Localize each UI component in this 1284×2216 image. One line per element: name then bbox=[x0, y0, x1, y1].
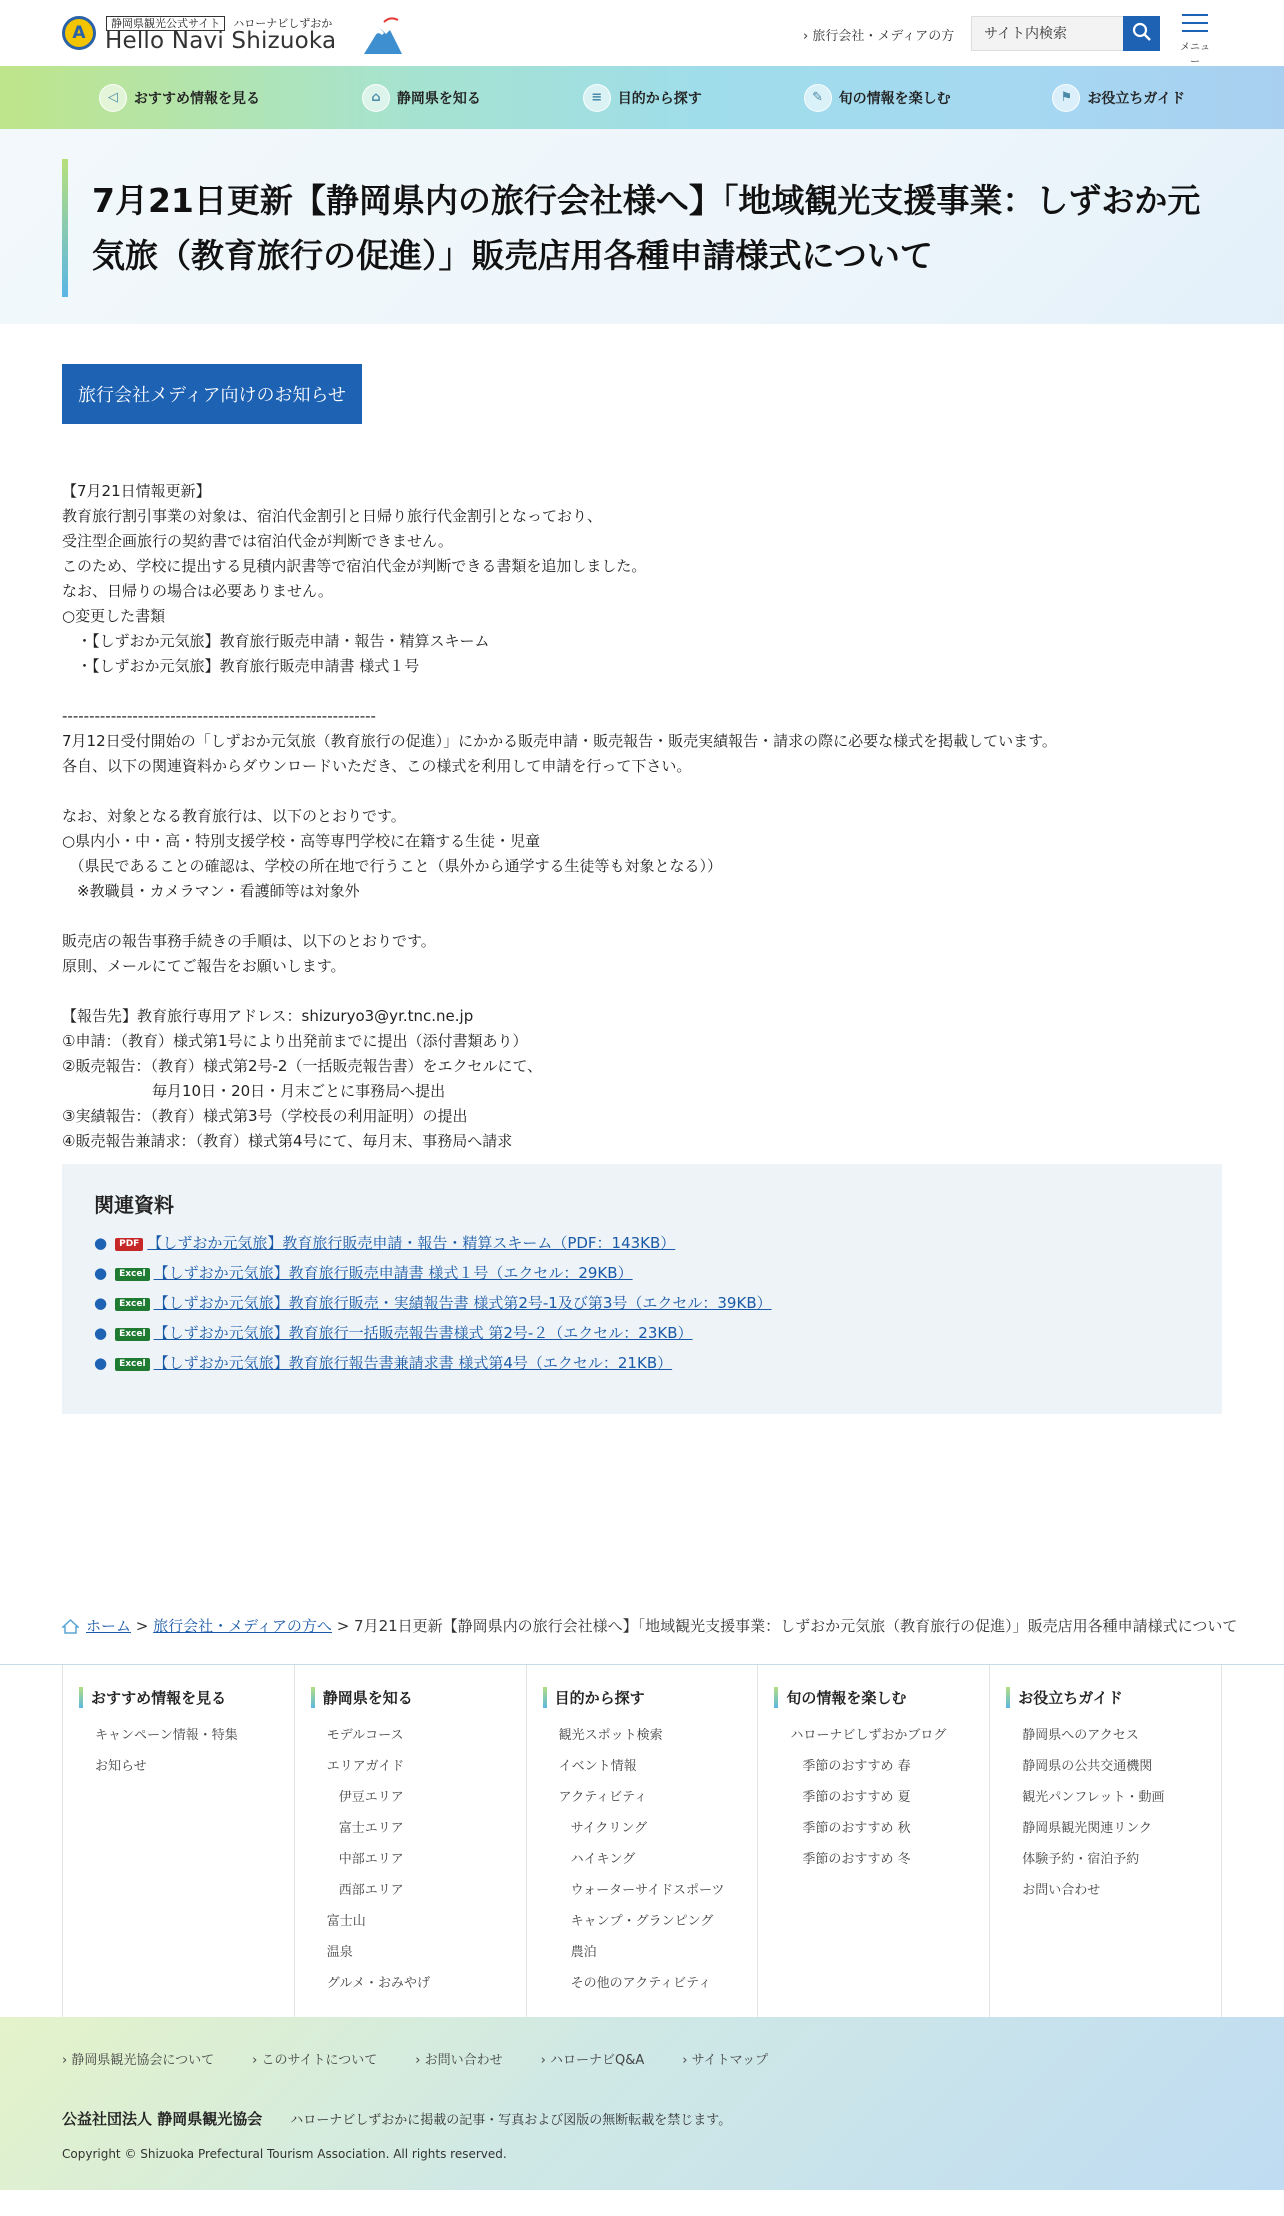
body-line: ②販売報告：（教育）様式第2号-2（一括販売報告書）をエクセルにて、 bbox=[62, 1057, 543, 1075]
site-logo[interactable] bbox=[62, 14, 412, 58]
excel-icon: Excel bbox=[115, 1298, 149, 1311]
footer-nav-item[interactable]: 静岡県の公共交通機関 bbox=[1022, 1759, 1153, 1774]
gnav-search-purpose[interactable]: ≡ 目的から探す bbox=[583, 84, 702, 112]
footer-nav-item[interactable]: グルメ・おみやげ bbox=[326, 1976, 431, 1991]
search-icon bbox=[1132, 22, 1152, 42]
title-band bbox=[0, 129, 1284, 324]
site-footer bbox=[0, 2017, 1284, 2190]
org-name: 公益社団法人 静岡県観光協会 bbox=[62, 2110, 263, 2128]
body-line: ※教職員・カメラマン・看護師等は対象外 bbox=[62, 882, 360, 900]
search-input[interactable] bbox=[971, 16, 1125, 51]
copyright-note: ハローナビしずおかに掲載の記事・写真および図版の無断転載を禁じます。 bbox=[290, 2113, 732, 2128]
footer-nav-item[interactable]: お問い合わせ bbox=[1022, 1883, 1101, 1898]
footer-link-about-association[interactable]: › 静岡県観光協会について bbox=[62, 2049, 214, 2068]
footer-nav-list bbox=[79, 1720, 294, 1782]
footer-nav bbox=[0, 1664, 1284, 2017]
site-header bbox=[0, 0, 1284, 66]
footer-nav-item[interactable]: お知らせ bbox=[95, 1759, 147, 1774]
footer-nav-item[interactable]: モデルコース bbox=[326, 1728, 404, 1743]
footer-nav-list bbox=[311, 1720, 526, 1999]
logo-tagline: 静岡県観光公式サイト ハローナビしずおか bbox=[106, 15, 332, 31]
footer-nav-item[interactable]: 中部エリア bbox=[338, 1852, 404, 1867]
footer-nav-item[interactable]: 富士エリア bbox=[338, 1821, 404, 1836]
body-line: 【7月21日情報更新】 bbox=[62, 482, 211, 500]
footer-nav-column bbox=[62, 1665, 294, 2017]
body-line: ○変更した書類 bbox=[62, 607, 166, 625]
body-line: ・【しずおか元気旅】教育旅行販売申請書 様式１号 bbox=[62, 657, 420, 675]
global-nav bbox=[0, 66, 1284, 129]
footer-nav-item[interactable]: キャンプ・グランピング bbox=[570, 1914, 714, 1929]
map-icon: ⌂ bbox=[362, 84, 390, 112]
footer-nav-heading[interactable]: 静岡県を知る bbox=[311, 1687, 526, 1708]
megaphone-icon: ◁ bbox=[99, 84, 127, 112]
body-line: 原則、メールにてご報告をお願いします。 bbox=[62, 957, 346, 975]
footer-nav-item[interactable]: エリアガイド bbox=[326, 1759, 405, 1774]
logo-name: Hello Navi Shizuoka bbox=[105, 28, 337, 54]
body-line: なお、対象となる教育旅行は、以下のとおりです。 bbox=[62, 807, 406, 825]
footer-nav-item[interactable]: ウォーターサイドスポーツ bbox=[570, 1883, 725, 1898]
footer-nav-item[interactable]: 観光スポット検索 bbox=[558, 1728, 663, 1743]
footer-nav-item[interactable]: 観光パンフレット・動画 bbox=[1022, 1790, 1165, 1805]
footer-nav-column bbox=[989, 1665, 1222, 2017]
breadcrumb-parent[interactable]: 旅行会社・メディアの方へ bbox=[153, 1617, 332, 1635]
flag-icon: ⚑ bbox=[1052, 84, 1080, 112]
logo-mark-icon bbox=[62, 16, 96, 50]
related-item: ● Excel 【しずおか元気旅】教育旅行一括販売報告書様式 第2号-２（エクセル：23KB） bbox=[94, 1324, 693, 1342]
footer-nav-list bbox=[543, 1720, 758, 1999]
body-line: このため、学校に提出する見積内訳書等で宿泊代金が判断できる書類を追加しました。 bbox=[62, 557, 647, 575]
footer-nav-heading[interactable]: おすすめ情報を見る bbox=[79, 1687, 294, 1708]
body-line: （県民であることの確認は、学校の所在地で行うこと（県外から通学する生徒等も対象となる）） bbox=[62, 857, 723, 875]
footer-nav-item[interactable]: キャンペーン情報・特集 bbox=[95, 1728, 238, 1743]
footer-nav-column bbox=[526, 1665, 758, 2017]
body-line: ---------------------------------------------------------- bbox=[62, 707, 376, 725]
related-link[interactable]: 【しずおか元気旅】教育旅行報告書兼請求書 様式第4号（エクセル：21KB） bbox=[153, 1354, 673, 1372]
body-line: ④販売報告兼請求：（教育）様式第4号にて、毎月末、事務局へ請求 bbox=[62, 1132, 513, 1150]
copyright: Copyright © Shizuoka Prefectural Tourism Association. All rights reserved. bbox=[62, 2147, 507, 2161]
body-line bbox=[62, 779, 1222, 804]
footer-nav-item[interactable]: 伊豆エリア bbox=[338, 1790, 404, 1805]
related-documents bbox=[62, 1164, 1222, 1414]
home-icon bbox=[62, 1619, 79, 1634]
body-line: ○県内小・中・高・特別支援学校・高等専門学校に在籍する生徒・児童 bbox=[62, 832, 541, 850]
related-item: ● Excel 【しずおか元気旅】教育旅行報告書兼請求書 様式第4号（エクセル：21KB） bbox=[94, 1354, 673, 1372]
footer-nav-item[interactable]: サイクリング bbox=[570, 1821, 648, 1836]
footer-nav-heading[interactable]: 旬の情報を楽しむ bbox=[774, 1687, 989, 1708]
related-link[interactable]: 【しずおか元気旅】教育旅行販売・実績報告書 様式第2号-1及び第3号（エクセル：39KB） bbox=[153, 1294, 772, 1312]
footer-link-sitemap[interactable]: › サイトマップ bbox=[682, 2049, 768, 2068]
gnav-seasonal[interactable]: ✎ 旬の情報を楽しむ bbox=[804, 84, 951, 112]
related-link[interactable]: 【しずおか元気旅】教育旅行一括販売報告書様式 第2号-２（エクセル：23KB） bbox=[153, 1324, 693, 1342]
gnav-recommended[interactable]: ◁ おすすめ情報を見る bbox=[99, 84, 260, 112]
footer-nav-item[interactable]: 西部エリア bbox=[338, 1883, 404, 1898]
footer-nav-item[interactable]: 温泉 bbox=[326, 1945, 353, 1960]
gnav-guide[interactable]: ⚑ お役立ちガイド bbox=[1052, 84, 1185, 112]
mount-fuji-icon bbox=[360, 14, 404, 58]
footer-nav-heading[interactable]: お役立ちガイド bbox=[1006, 1687, 1221, 1708]
footer-nav-item[interactable]: 静岡県観光関連リンク bbox=[1022, 1821, 1152, 1836]
footer-nav-heading[interactable]: 目的から探す bbox=[543, 1687, 758, 1708]
breadcrumb-current: 7月21日更新【静岡県内の旅行会社様へ】「地域観光支援事業：しずおか元気旅（教育旅行の促進）」販売店用各種申請様式について bbox=[354, 1617, 1238, 1635]
category-button[interactable]: 旅行会社メディア向けのお知らせ bbox=[62, 364, 362, 424]
excel-icon: Excel bbox=[115, 1328, 149, 1341]
body-line: ③実績報告：（教育）様式第3号（学校長の利用証明）の提出 bbox=[62, 1107, 468, 1125]
related-item: ● PDF 【しずおか元気旅】教育旅行販売申請・報告・精算スキーム（PDF：143KB） bbox=[94, 1234, 676, 1252]
footer-nav-item[interactable]: ハイキング bbox=[570, 1852, 636, 1867]
page-title: 7月21日更新【静岡県内の旅行会社様へ】「地域観光支援事業：しずおか元気旅（教育旅行の促進）」販売店用各種申請様式について bbox=[62, 159, 1222, 297]
footer-nav-item[interactable]: 静岡県へのアクセス bbox=[1022, 1728, 1139, 1743]
pencil-icon: ✎ bbox=[804, 84, 832, 112]
footer-nav-list bbox=[774, 1720, 989, 1875]
footer-nav-item[interactable]: 季節のおすすめ 春 bbox=[802, 1759, 911, 1774]
body-line: ・【しずおか元気旅】教育旅行販売申請・報告・精算スキーム bbox=[62, 632, 490, 650]
list-icon: ≡ bbox=[583, 84, 611, 112]
related-link[interactable]: 【しずおか元気旅】教育旅行販売申請書 様式１号（エクセル：29KB） bbox=[153, 1264, 633, 1282]
breadcrumb: ホーム > 旅行会社・メディアの方へ > 7月21日更新【静岡県内の旅行会社様へ】「地域観光支援事業：しずおか元気旅（教育旅行の促進）」販売店用各種申請様式について bbox=[0, 1614, 1284, 1639]
body-line bbox=[62, 979, 1222, 1004]
pdf-icon: PDF bbox=[115, 1238, 143, 1251]
footer-nav-item[interactable]: 体験予約・宿泊予約 bbox=[1022, 1852, 1140, 1867]
article-body bbox=[62, 479, 1222, 1154]
main-content bbox=[0, 324, 1284, 1414]
body-line: 教育旅行割引事業の対象は、宿泊代金割引と日帰り旅行代金割引となっており、 bbox=[62, 507, 603, 525]
menu-button[interactable] bbox=[1176, 14, 1214, 68]
footer-nav-item[interactable]: 季節のおすすめ 秋 bbox=[802, 1821, 911, 1836]
body-line: 7月12日受付開始の「しずおか元気旅（教育旅行の促進）」にかかる販売申請・販売報告・販売実績報告・請求の際に必要な様式を掲載しています。 bbox=[62, 732, 1057, 750]
media-link[interactable]: › 旅行会社・メディアの方 bbox=[803, 29, 955, 44]
excel-icon: Excel bbox=[115, 1358, 149, 1371]
body-line: 【報告先】教育旅行専用アドレス：shizuryo3@yr.tnc.ne.jp bbox=[62, 1007, 474, 1025]
footer-nav-item[interactable]: 季節のおすすめ 夏 bbox=[802, 1790, 911, 1805]
footer-link-contact[interactable]: › お問い合わせ bbox=[415, 2049, 502, 2068]
footer-nav-column bbox=[294, 1665, 526, 2017]
breadcrumb-home[interactable]: ホーム bbox=[86, 1617, 132, 1635]
hamburger-icon bbox=[1182, 14, 1208, 16]
related-item: ● Excel 【しずおか元気旅】教育旅行販売・実績報告書 様式第2号-1及び第3号（エクセル：39KB） bbox=[94, 1294, 772, 1312]
related-heading: 関連資料 bbox=[94, 1193, 174, 1217]
body-line: 販売店の報告事務手続きの手順は、以下のとおりです。 bbox=[62, 932, 436, 950]
menu-label: メニュー bbox=[1180, 42, 1210, 68]
footer-links bbox=[62, 2049, 1222, 2068]
search-button[interactable] bbox=[1123, 16, 1160, 51]
body-line: ①申請：（教育）様式第1号により出発前までに提出（添付書類あり） bbox=[62, 1032, 528, 1050]
excel-icon: Excel bbox=[115, 1268, 149, 1281]
footer-nav-item[interactable]: その他のアクティビティ bbox=[570, 1976, 712, 1991]
related-item: ● Excel 【しずおか元気旅】教育旅行販売申請書 様式１号（エクセル：29KB） bbox=[94, 1264, 633, 1282]
footer-nav-item[interactable]: 富士山 bbox=[326, 1914, 366, 1929]
footer-nav-item[interactable]: イベント情報 bbox=[558, 1759, 637, 1774]
body-line: 毎月10日・20日・月末ごとに事務局へ提出 bbox=[62, 1082, 446, 1100]
related-list bbox=[94, 1228, 1190, 1378]
footer-nav-item[interactable]: 季節のおすすめ 冬 bbox=[802, 1852, 911, 1867]
body-line: 受注型企画旅行の契約書では宿泊代金が判断できません。 bbox=[62, 532, 453, 550]
footer-org bbox=[62, 2108, 1222, 2129]
footer-link-about-site[interactable]: › このサイトについて bbox=[252, 2049, 377, 2068]
related-link[interactable]: 【しずおか元気旅】教育旅行販売申請・報告・精算スキーム（PDF：143KB） bbox=[147, 1234, 676, 1252]
footer-nav-item[interactable]: ハローナビしずおかブログ bbox=[790, 1728, 947, 1743]
footer-nav-item[interactable]: アクティビティ bbox=[558, 1790, 648, 1805]
footer-link-faq[interactable]: › ハローナビQ&A bbox=[541, 2049, 645, 2068]
footer-nav-list bbox=[1006, 1720, 1221, 1906]
body-line: 各自、以下の関連資料からダウンロードいただき、この様式を利用して申請を行って下さい。 bbox=[62, 757, 692, 775]
body-line: なお、日帰りの場合は必要ありません。 bbox=[62, 582, 333, 600]
body-line bbox=[62, 679, 1222, 704]
footer-nav-column bbox=[757, 1665, 989, 2017]
gnav-know-shizuoka[interactable]: ⌂ 静岡県を知る bbox=[362, 84, 481, 112]
footer-nav-item[interactable]: 農泊 bbox=[570, 1945, 597, 1960]
body-line bbox=[62, 904, 1222, 929]
